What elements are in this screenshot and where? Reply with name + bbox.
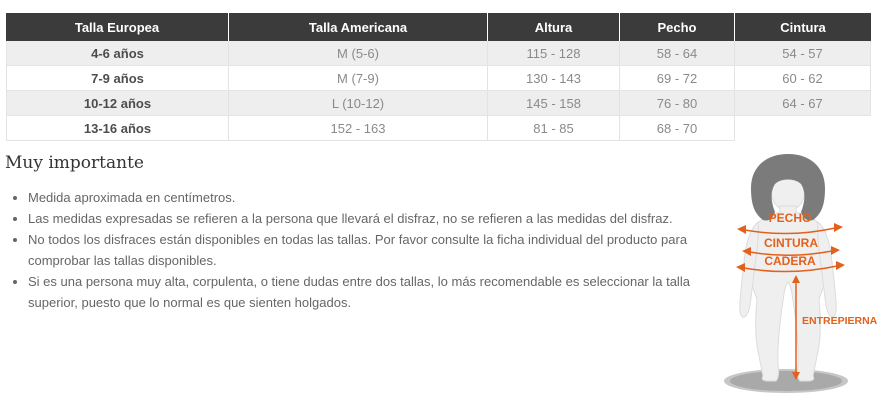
size-chart-table: [6, 13, 871, 141]
floor-shadow-core: [730, 371, 842, 391]
measurement-figure: [693, 148, 878, 401]
row-header-cell: 10-12 años: [6, 91, 229, 116]
size-value-cell: 152 - 163: [229, 116, 488, 141]
note-item: • No todos los disfraces están disponibles en todas las tallas. Por favor consulte la ficha individual del producto para comprobar las tallas disponibles.: [28, 229, 728, 271]
note-item: • Medida aproximada en centímetros.: [28, 187, 728, 208]
inseam-label: ENTREPIERNA: [802, 315, 878, 327]
table-row: [6, 91, 871, 116]
hip-label: CADERA: [764, 254, 816, 268]
column-header: Pecho: [620, 13, 735, 41]
body-silhouette-diagram: [693, 148, 878, 401]
row-header-cell: 7-9 años: [6, 66, 229, 91]
row-header-cell: 4-6 años: [6, 41, 229, 66]
notes-heading: Muy importante: [5, 153, 144, 173]
column-header: Talla Europea: [6, 13, 229, 41]
size-value-cell: M (7-9): [229, 66, 488, 91]
waist-label: CINTURA: [764, 236, 818, 250]
row-header-cell: 13-16 años: [6, 116, 229, 141]
size-value-cell: 68 - 70: [620, 116, 735, 141]
size-value-cell: 69 - 72: [620, 66, 735, 91]
chest-label: PECHO: [768, 211, 812, 225]
size-value-cell: 64 - 67: [735, 91, 871, 116]
column-header: Cintura: [735, 13, 871, 41]
size-value-cell: 145 - 158: [488, 91, 620, 116]
note-item: • Si es una persona muy alta, corpulenta, o tiene dudas entre dos tallas, lo más recomendable es seleccionar la talla superior, puesto que lo normal es que sienten holgados.: [28, 271, 728, 313]
size-value-cell: M (5-6): [229, 41, 488, 66]
table-row: [6, 66, 871, 91]
hip-arrowhead-right: [836, 261, 845, 270]
notes-list: [10, 187, 728, 313]
size-value-cell: 54 - 57: [735, 41, 871, 66]
size-value-cell: 76 - 80: [620, 91, 735, 116]
size-value-cell: 81 - 85: [488, 116, 620, 141]
hip-arrowhead-left: [736, 263, 745, 272]
waist-arrowhead-right: [831, 246, 840, 255]
size-value-cell: 115 - 128: [488, 41, 620, 66]
header-row: [6, 13, 871, 41]
chest-arrowhead-left: [737, 225, 746, 234]
column-header: Talla Americana: [229, 13, 488, 41]
size-value-cell: 58 - 64: [620, 41, 735, 66]
column-header: Altura: [488, 13, 620, 41]
table-row: [6, 116, 871, 141]
size-value-cell: 130 - 143: [488, 66, 620, 91]
table-row: [6, 41, 871, 66]
size-chart-header: [6, 13, 871, 41]
size-value-cell: L (10-12): [229, 91, 488, 116]
size-value-cell: 60 - 62: [735, 66, 871, 91]
chest-arrowhead-right: [834, 223, 843, 232]
note-item: • Las medidas expresadas se refieren a la persona que llevará el disfraz, no se refieren a las medidas del disfraz.: [28, 208, 728, 229]
size-chart-body: [6, 41, 871, 141]
